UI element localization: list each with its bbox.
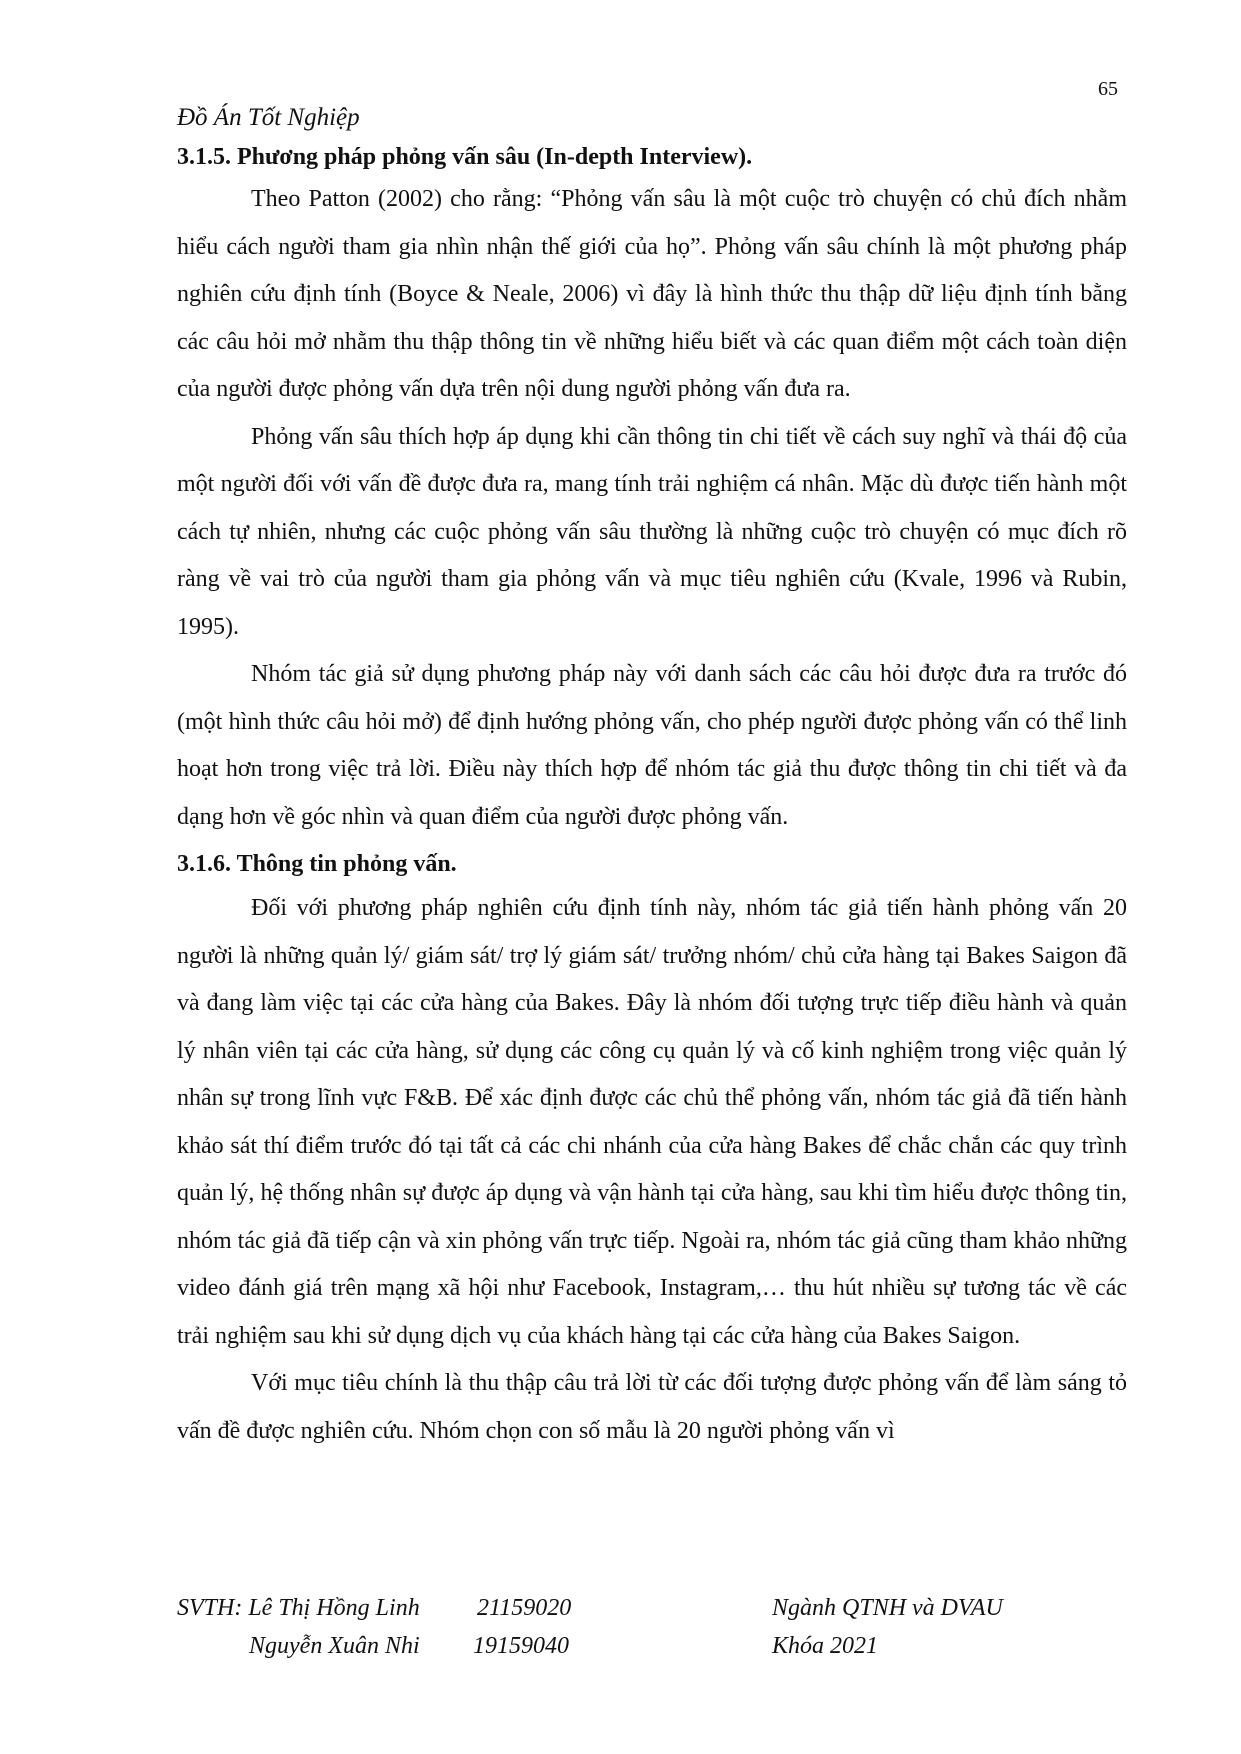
document-title: Đồ Án Tốt Nghiệp (177, 104, 360, 131)
section-heading-3-1-5: 3.1.5. Phương pháp phỏng vấn sâu (In-depth Interview). (177, 144, 753, 170)
student-name-2: Nguyễn Xuân Nhi (249, 1633, 420, 1659)
paragraph: Theo Patton (2002) cho rằng: “Phỏng vấn sâu là một cuộc trò chuyện có chủ đích nhằm hiểu cách người tham gia nhìn nhận thế giới của họ”. Phỏng vấn sâu chính là một phương pháp nghiên cứu định tính (Boyce & Neale, 2006) vì đây là hình thức thu thập dữ liệu định tính bằng các câu hỏi mở nhằm thu thập thông tin về những hiểu biết và các quan điểm một cách toàn diện của người được phỏng vấn dựa trên nội dung người phỏng vấn đưa ra. (177, 186, 1127, 402)
student-id-1: 21159020 (477, 1595, 572, 1621)
page-number: 65 (1098, 78, 1118, 100)
major: Ngành QTNH và DVAU (772, 1595, 1003, 1621)
paragraph: Đối với phương pháp nghiên cứu định tính này, nhóm tác giả tiến hành phỏng vấn 20 người là những quản lý/ giám sát/ trợ lý giám sát/ trưởng nhóm/ chủ cửa hàng tại Bakes Saigon đã và đang làm việc tại các cửa hàng của Bakes. Đây là nhóm đối tượng trực tiếp điều hành và quản lý nhân viên tại các cửa hàng, sử dụng các công cụ quản lý và cố kinh nghiệm trong việc quản lý nhân sự trong lĩnh vực F&B. Để xác định được các chủ thể phỏng vấn, nhóm tác giả đã tiến hành khảo sát thí điểm trước đó tại tất cả các chi nhánh của cửa hàng Bakes để chắc chắn các quy trình quản lý, hệ thống nhân sự được áp dụng và vận hành tại cửa hàng, sau khi tìm hiểu được thông tin, nhóm tác giả đã tiếp cận và xin phỏng vấn trực tiếp. Ngoài ra, nhóm tác giả cũng tham khảo những video đánh giá trên mạng xã hội như Facebook, Instagram,… thu hút nhiều sự tương tác về các trải nghiệm sau khi sử dụng dịch vụ của khách hàng tại các cửa hàng của Bakes Saigon. (177, 895, 1127, 1349)
page-footer (177, 1595, 1127, 1671)
paragraph: Với mục tiêu chính là thu thập câu trả lời từ các đối tượng được phỏng vấn để làm sáng tỏ vấn đề được nghiên cứu. Nhóm chọn con số mẫu là 20 người phỏng vấn vì (177, 1370, 1127, 1444)
section-heading-3-1-6: 3.1.6. Thông tin phỏng vấn. (177, 851, 457, 877)
document-body (177, 138, 1127, 1455)
student-id-2: 19159040 (473, 1633, 569, 1659)
footer-row-1 (177, 1595, 1127, 1633)
student-name-1: SVTH: Lê Thị Hồng Linh (177, 1595, 420, 1621)
paragraph: Phỏng vấn sâu thích hợp áp dụng khi cần thông tin chi tiết về cách suy nghĩ và thái độ của một người đối với vấn đề được đưa ra, mang tính trải nghiệm cá nhân. Mặc dù được tiến hành một cách tự nhiên, nhưng các cuộc phỏng vấn sâu thường là những cuộc trò chuyện có mục đích rõ ràng về vai trò của người tham gia phỏng vấn và mục tiêu nghiên cứu (Kvale, 1996 và Rubin, 1995). (177, 423, 1127, 640)
footer-row-2 (177, 1633, 1127, 1671)
course-year: Khóa 2021 (772, 1633, 879, 1659)
paragraph: Nhóm tác giả sử dụng phương pháp này với danh sách các câu hỏi được đưa ra trước đó (một hình thức câu hỏi mở) để định hướng phỏng vấn, cho phép người được phỏng vấn có thể linh hoạt hơn trong việc trả lời. Điều này thích hợp để nhóm tác giả thu được thông tin chi tiết và đa dạng hơn về góc nhìn và quan điểm của người được phỏng vấn. (177, 661, 1127, 830)
